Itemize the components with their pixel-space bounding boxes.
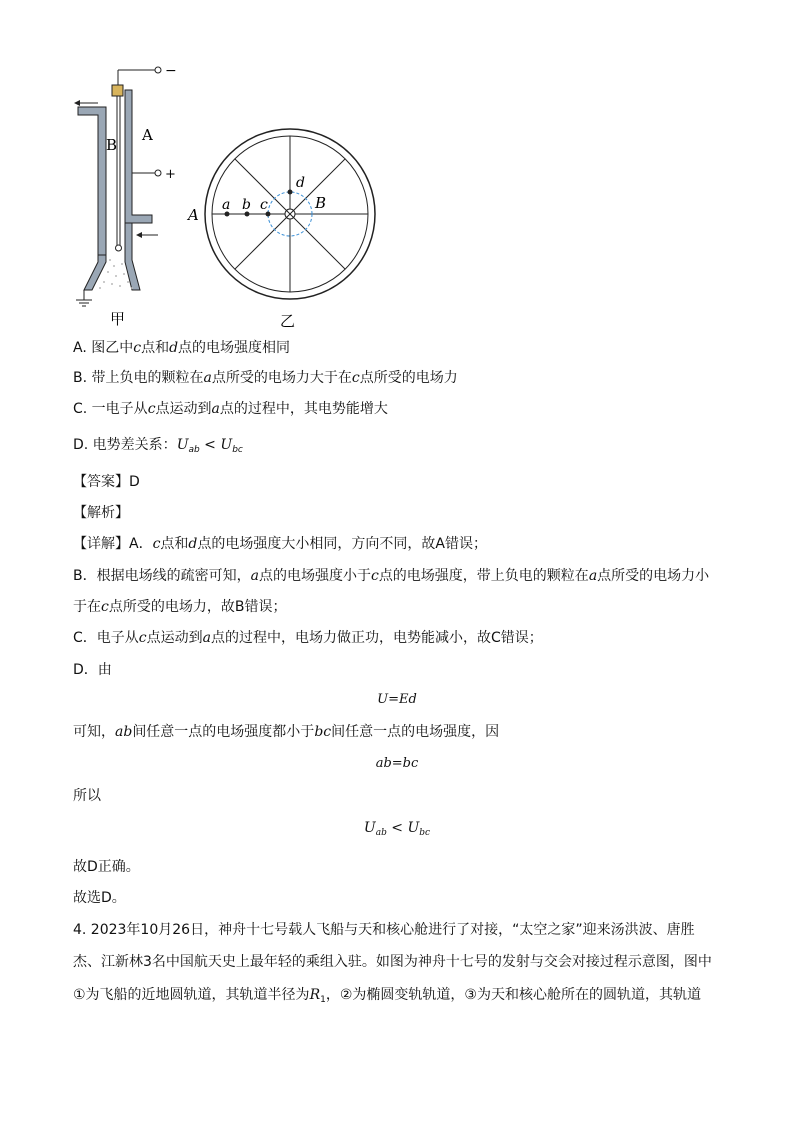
option-c: C. 一电子从c点运动到a点的过程中，其电势能增大 (73, 401, 388, 417)
detail-line-4: C．电子从c点运动到a点的过程中，电场力做正功，电势能减小，故C错误； (73, 630, 543, 646)
inflow-arrow (136, 232, 142, 238)
option-a: A. 图乙中c点和d点的电场强度相同 (73, 340, 291, 356)
svg-text:c: c (260, 197, 268, 213)
equation-2: ab=bc (375, 756, 419, 771)
svg-text:b: b (242, 197, 251, 213)
caption-jia: 甲 (110, 310, 126, 328)
caption-yi: 乙 (280, 312, 296, 330)
tube-label-A: A (142, 126, 153, 144)
outflow-arrow (74, 100, 80, 106)
wheel-label-A: A (188, 206, 199, 224)
question4-line-3: ①为飞船的近地圆轨道，其轨道半径为$R_1$，②为椭圆变轨轨道，③为天和核心舱所在的圆轨道，其轨道 (73, 987, 701, 1005)
question4-line-2: 杰、江新林3名中国航天史上最年轻的乘组入驻。如图为神舟十七号的发射与交会对接过程示意图，图中 (73, 954, 712, 970)
detail-line-1: 【详解】A．c点和d点的电场强度大小相同，方向不同，故A错误； (73, 536, 487, 552)
minus-sign: − (165, 63, 177, 79)
svg-text:d: d (296, 175, 305, 191)
point-d (288, 190, 293, 195)
precipitator-figure (70, 60, 390, 330)
option-d: D. 电势差关系：$U_{ab} < U_{bc}$ (73, 437, 243, 455)
question4-line-1: 4. 2023年10月26日，神舟十七号载人飞船与天和核心舱进行了对接，“太空之家”迎来汤洪波、唐胜 (73, 922, 695, 938)
insulator-block (112, 85, 123, 96)
plus-sign: + (165, 167, 176, 182)
equation-3: $U_{ab} < U_{bc}$ (363, 820, 431, 838)
detail-line-9: 故选D。 (73, 890, 126, 906)
detail-line-7: 所以 (73, 788, 101, 804)
answer: 【答案】D (73, 474, 140, 490)
detail-line-3: 于在c点所受的电场力，故B错误； (73, 599, 287, 615)
analysis-title: 【解析】 (73, 505, 129, 521)
svg-text:a: a (222, 197, 231, 213)
wheel-label-B: B (315, 194, 327, 212)
minus-terminal (155, 67, 161, 73)
equation-1: U=Ed (377, 692, 417, 707)
option-b: B. 带上负电的颗粒在a点所受的电场力大于在c点所受的电场力 (73, 370, 458, 386)
tube-label-B: B (106, 136, 118, 154)
detail-line-8: 故D正确。 (73, 859, 140, 875)
detail-line-2: B．根据电场线的疏密可知，a点的电场强度小于c点的电场强度，带上负电的颗粒在a点所受的电场力小 (73, 568, 710, 584)
plus-terminal (155, 170, 161, 176)
detail-line-5: D．由 (73, 662, 112, 678)
detail-line-6: 可知，ab间任意一点的电场强度都小于bc间任意一点的电场强度，因 (73, 724, 500, 740)
